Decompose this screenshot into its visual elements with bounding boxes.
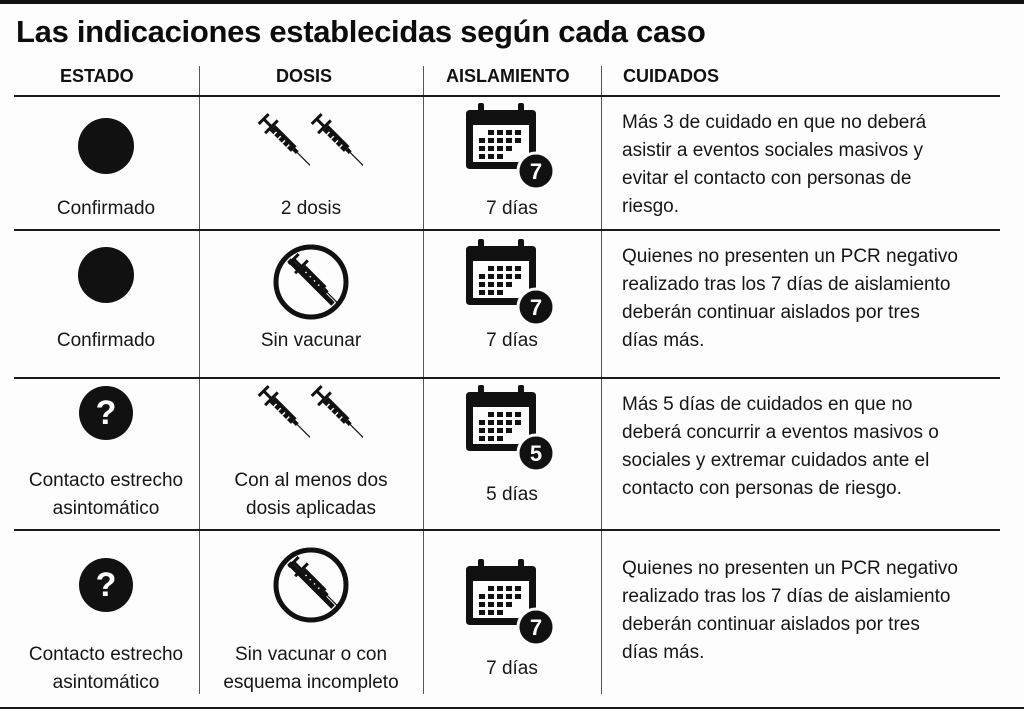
cuidados-text: Quienes no presenten un PCR negativo realizado tras los 7 días de aislamiento deberán continuar aislados por tres días más.: [622, 558, 958, 663]
estado-cell: [14, 231, 198, 377]
dosis-label-line-1: Sin vacunar o con: [234, 644, 388, 665]
aislamiento-cell: [424, 231, 600, 377]
cuidados-cell: [622, 97, 1002, 229]
crossed-syringe-icon: [271, 242, 351, 322]
aislamiento-cell: [424, 531, 600, 707]
aislamiento-label: 7 días: [486, 330, 538, 351]
calendar-icon: [466, 559, 558, 649]
estado-cell: [14, 531, 198, 707]
estado-label: Confirmado: [56, 330, 156, 351]
question-circle-icon: ?: [78, 385, 134, 441]
header-cuidados: CUIDADOS: [623, 66, 720, 86]
dosis-label-line-2: esquema incompleto: [223, 672, 399, 693]
calendar-badge: 7: [529, 615, 543, 640]
calendar-badge: 5: [529, 441, 543, 466]
question-circle-icon: ?: [78, 557, 134, 613]
dosis-label-line-2: dosis aplicadas: [246, 498, 376, 519]
header-estado: ESTADO: [60, 66, 134, 86]
dosis-label-line-1: Con al menos dos: [234, 470, 388, 491]
bottom-rule: [0, 707, 1024, 709]
estado-label-line-2: asintomático: [52, 498, 160, 519]
estado-label-line-1: Contacto estrecho: [28, 644, 184, 665]
aislamiento-cell: [424, 379, 600, 529]
two-syringes-icon: [246, 109, 376, 175]
table-row: [14, 379, 1000, 529]
two-syringes-icon: [246, 381, 376, 447]
aislamiento-label: 7 días: [486, 198, 538, 219]
cuidados-text: Quienes no presenten un PCR negativo realizado tras los 7 días de aislamiento deberán continuar aislados por tres días más.: [622, 246, 958, 351]
filled-circle-icon: [77, 246, 135, 304]
page-title: Las indicaciones establecidas según cada caso: [16, 14, 706, 49]
aislamiento-cell: [424, 97, 600, 229]
filled-circle-icon: [77, 117, 135, 175]
calendar-icon: [466, 239, 558, 329]
aislamiento-label: 7 días: [486, 658, 538, 679]
calendar-icon: [466, 103, 558, 193]
cuidados-cell: [622, 231, 1002, 377]
calendar-icon: [466, 385, 558, 475]
crossed-syringe-icon: [271, 545, 351, 625]
dosis-cell: [200, 231, 422, 377]
estado-cell: [14, 97, 198, 229]
estado-label-line-2: asintomático: [52, 672, 160, 693]
cuidados-text: Más 5 días de cuidados en que no deberá concurrir a eventos masivos o sociales y extremar cuidados ante el contacto con personas de riesgo.: [622, 394, 939, 499]
table-row: [14, 531, 1000, 707]
header-aislamiento: AISLAMIENTO: [446, 66, 570, 86]
estado-label-line-1: Contacto estrecho: [28, 470, 184, 491]
cuidados-cell: [622, 379, 1002, 529]
header-dosis: DOSIS: [276, 66, 333, 86]
cuidados-text: Más 3 de cuidado en que no deberá asistir a eventos sociales masivos y evitar el contacto con personas de riesgo.: [622, 112, 927, 217]
dosis-label: Sin vacunar: [260, 330, 362, 351]
cuidados-cell: [622, 531, 1002, 707]
dosis-cell: [200, 531, 422, 707]
estado-label: Confirmado: [56, 198, 156, 219]
dosis-cell: [200, 97, 422, 229]
table-row: [14, 231, 1000, 377]
calendar-badge: 7: [529, 159, 543, 184]
calendar-badge: 7: [529, 295, 543, 320]
dosis-label: 2 dosis: [280, 198, 342, 219]
aislamiento-label: 5 días: [486, 484, 538, 505]
top-rule: [0, 0, 1024, 4]
estado-cell: [14, 379, 198, 529]
table-row: [14, 97, 1000, 229]
dosis-cell: [200, 379, 422, 529]
